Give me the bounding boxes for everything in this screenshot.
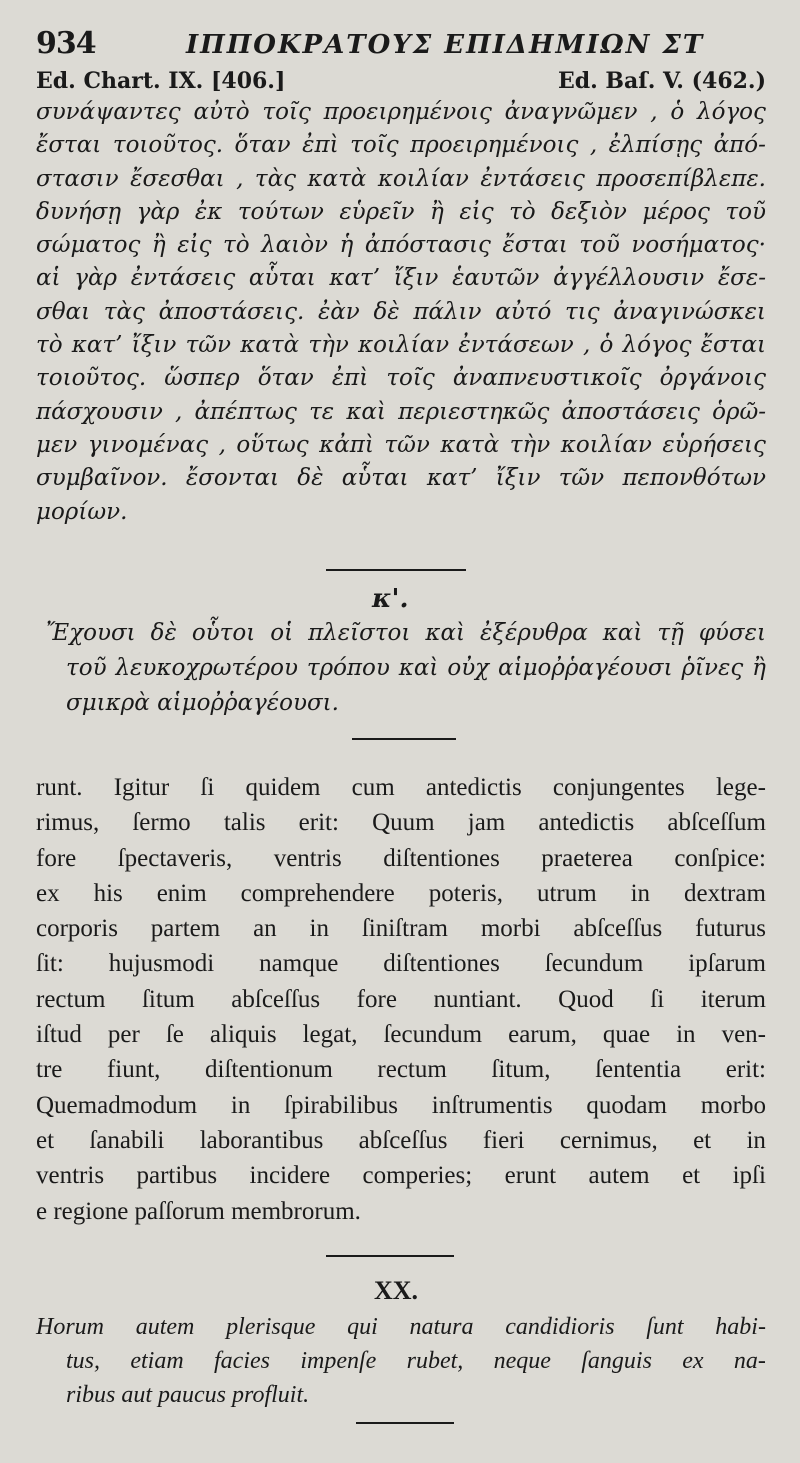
greek-section-number: κ'. (372, 584, 409, 614)
latin-aphorism (36, 1310, 766, 1412)
section-divider (352, 738, 456, 740)
greek-line: πάσχουσιν , ἀπέπτως τε καὶ περιεστηκῶς ἀποστάσεις ὁρῶ- (36, 398, 766, 425)
latin-line: Quemadmodum in ſpirabilibus inſtrumentis quodam morbo (36, 1091, 766, 1119)
latin-line: fore ſpectaveris, ventris diſtentiones praeterea conſpice: (36, 844, 766, 872)
latin-section-number: XX. (374, 1276, 419, 1305)
latin-line: et ſanabili laborantibus abſceſſus fieri cernimus, et in (36, 1126, 766, 1154)
greek-line: σθαι τὰς ἀποστάσεις. ἐὰν δὲ πάλιν αὐτό τις ἀναγινώσκει (36, 298, 766, 325)
greek-line: συμβαῖνον. ἔσονται δὲ αὗται κατ’ ἴξιν τῶν πεπονθότων (36, 465, 766, 492)
greek-line: μεν γινομένας , οὕτως κἀπὶ τῶν κατὰ τὴν κοιλίαν εὑρήσεις (36, 431, 766, 458)
latin-aphorism-line: ribus aut paucus profluit. (66, 1382, 310, 1408)
latin-commentary (36, 770, 766, 1229)
page-number: 934 (36, 26, 96, 61)
greek-aphorism-line: σμικρὰ αἱμοῤῥαγέουσι. (66, 690, 339, 716)
latin-line: ex his enim comprehendere poteris, utrum in dextram (36, 879, 766, 907)
greek-aphorism (46, 616, 766, 721)
section-divider (326, 1255, 454, 1257)
greek-aphorism-line: Ἔχουσι δὲ οὗτοι οἱ πλεῖστοι καὶ ἐξέρυθρα καὶ τῇ φύσει (46, 620, 766, 646)
page-header (36, 26, 776, 66)
latin-line: corporis partem an in ſiniſtram morbi abſceſſus futurus (36, 915, 766, 943)
section-divider (356, 1422, 454, 1424)
latin-line: tre fiunt, diſtentionum rectum ſitum, ſententia erit: (36, 1056, 766, 1084)
greek-line: αἱ γὰρ ἐντάσεις αὗται κατ’ ἴξιν ἑαυτῶν ἀγγέλλουσιν ἔσε- (36, 265, 766, 292)
greek-line: ἔσται τοιοῦτος. ὅταν ἐπὶ τοῖς προειρημένοις , ἐλπίσῃς ἀπό- (36, 132, 766, 159)
latin-line: rimus, ſermo talis erit: Quum jam antedictis abſceſſum (36, 809, 766, 837)
latin-line: runt. Igitur ſi quidem cum antedictis conjungentes lege- (36, 774, 766, 801)
latin-line: e regione paſſorum membrorum. (36, 1197, 361, 1225)
greek-line: δυνήσῃ γὰρ ἐκ τούτων εὑρεῖν ἢ εἰς τὸ δεξιὸν μέρος τοῦ (36, 198, 766, 225)
latin-line: iſtud per ſe aliquis legat, ſecundum earum, quae in ven- (36, 1021, 766, 1049)
edition-reference-right: Ed. Baſ. V. (462.) (557, 68, 766, 94)
greek-aphorism-line: τοῦ λευκοχρωτέρου τρόπου καὶ οὐχ αἱμοῤῥαγέουσι ῥῖνες ἢ (66, 655, 766, 681)
latin-line: rectum ſitum abſceſſus fore nuntiant. Quod ſi iterum (36, 985, 766, 1013)
section-divider (326, 569, 466, 571)
latin-line: ventris partibus incidere comperies; erunt autem et ipſi (36, 1162, 766, 1190)
greek-line: μορίων. (36, 498, 128, 525)
running-title: ΙΠΠΟΚΡΑΤΟΥΣ ΕΠΙΔΗΜΙΩΝ ΣΤ (186, 30, 705, 60)
latin-line: ſit: hujusmodi namque diſtentiones ſecundum ipſarum (36, 950, 766, 978)
greek-line: συνάψαντες αὐτὸ τοῖς προειρημένοις ἀναγνῶμεν , ὁ λόγος (36, 99, 766, 125)
greek-line: τοιοῦτος. ὥσπερ ὅταν ἐπὶ τοῖς ἀναπνευστικοῖς ὀργάνοις (36, 365, 766, 392)
greek-line: στασιν ἔσεσθαι , τὰς κατὰ κοιλίαν ἐντάσεις προσεπίβλεπε. (36, 165, 766, 192)
latin-aphorism-line: Horum autem plerisque qui natura candidioris ſunt habi- (36, 1314, 766, 1340)
greek-line: τὸ κατ’ ἴξιν τῶν κατὰ τὴν κοιλίαν ἐντάσεων , ὁ λόγος ἔσται (36, 332, 766, 359)
latin-aphorism-line: tus, etiam facies impenſe rubet, neque ſanguis ex na- (66, 1348, 766, 1374)
greek-commentary (36, 96, 766, 529)
edition-reference-left: Ed. Chart. IX. [406.] (36, 68, 286, 94)
greek-line: σώματος ἢ εἰς τὸ λαιὸν ἡ ἀπόστασις ἔσται τοῦ νοσήματος· (36, 232, 766, 259)
